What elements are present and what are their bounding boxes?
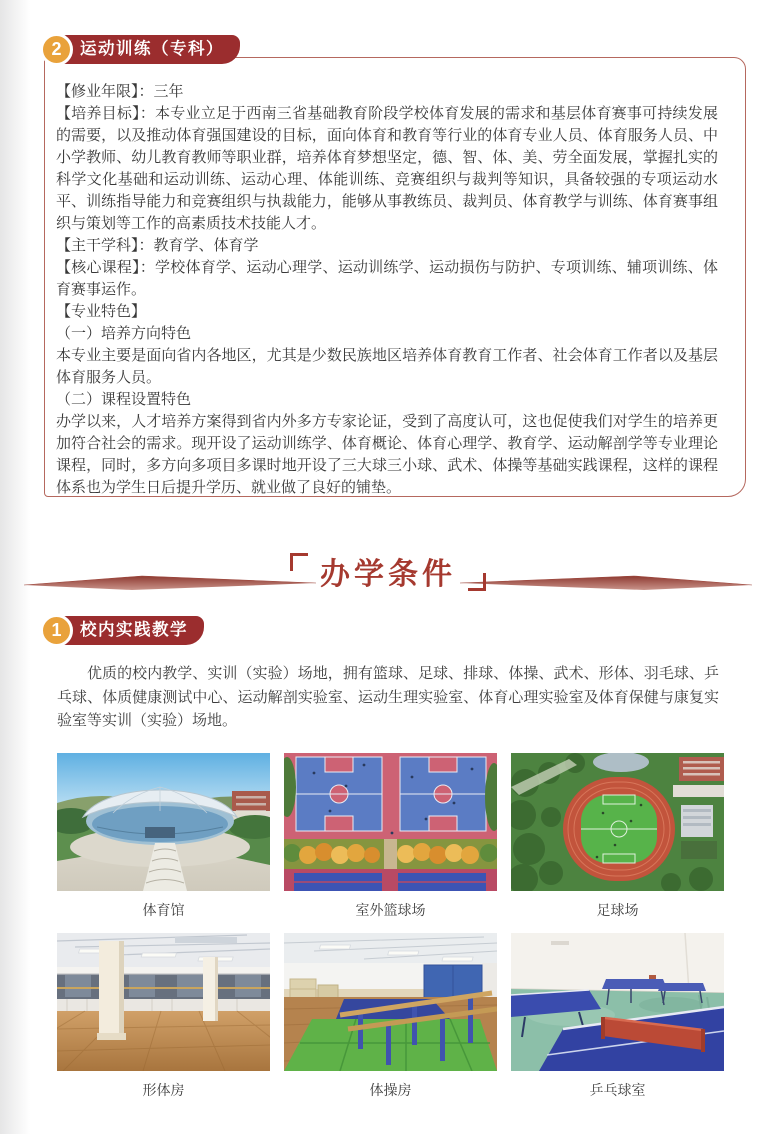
program-paragraph: （一）培养方向特色	[56, 325, 192, 342]
facilities-section-badge	[40, 614, 204, 647]
program-paragraph: 【培养目标】：本专业立足于西南三省基础教育阶段学校体育发展的需求和基层体育赛事可持续发展的需要，以及推动体育强国建设的目标，面向体育和教育等行业的体育专业人员、体育服务人员、中小学教师、幼儿教育教师等职业群，培养体育梦想坚定，德、智、体、美、劳全面发展，掌握扎实的科学文化基础和运动训练、运动心理、体能训练、竞赛组织与裁判等知识，具备较强的专项运动水平、训练指导能力和竞赛组织与执裁能力，能够从事教练员、裁判员、体育教学与训练、体育赛事组织与策划等工作的高素质技术技能人才。	[56, 105, 718, 232]
conditions-title: 办学条件	[320, 558, 456, 591]
facility-photo-grid	[57, 753, 725, 1100]
section-number-badge: 2	[40, 33, 73, 66]
program-paragraph: 【专业特色】	[56, 303, 147, 320]
program-paragraph: 办学以来，人才培养方案得到省内外多方专家论证，受到了高度认可，这也促使我们对学生的培养更加符合社会的需求。现开设了运动训练学、体育概论、体育心理学、教育学、运动解剖学等专业理论课程，同时，多方向多项目多课时地开设了三大球三小球、武术、体操等基础实践课程，这样的课程体系也为学生日后提升学历、就业做了良好的铺垫。	[56, 413, 718, 496]
basketball-courts-photo	[284, 753, 497, 891]
dance-studio-photo	[57, 933, 270, 1071]
program-paragraph: 【主干学科】：教育学、体育学	[56, 237, 259, 254]
photo-caption: 乒乓球室	[589, 1082, 646, 1098]
program-paragraph: 本专业主要是面向省内各地区，尤其是少数民族地区培养体育教育工作者、社会体育工作者以及基层体育服务人员。	[56, 347, 718, 386]
football-field-photo	[511, 753, 724, 891]
gymnastics-room-photo	[284, 933, 497, 1071]
facilities-title: 校内实践教学	[60, 616, 204, 645]
program-paragraph: （二）课程设置特色	[56, 391, 192, 408]
facilities-intro-text: 优质的校内教学、实训（实验）场地，拥有篮球、足球、排球、体操、武术、形体、羽毛球、乒乓球、体质健康测试中心、运动解剖实验室、运动生理实验室、体育心理实验室及体育保健与康复实验室等实训（实验）场地。	[57, 665, 719, 729]
facility-card-table-tennis-room	[511, 933, 724, 1100]
facility-card-gymnasium	[57, 753, 270, 920]
section-number-badge: 1	[40, 614, 73, 647]
facility-card-dance-studio	[57, 933, 270, 1100]
corner-bracket-right	[468, 573, 486, 591]
conditions-section-header	[0, 549, 776, 593]
facility-card-football-field	[511, 753, 724, 920]
facility-card-basketball-courts	[284, 753, 497, 920]
corner-bracket-left	[290, 553, 308, 571]
photo-caption: 体育馆	[142, 902, 185, 918]
program-section-badge	[40, 33, 240, 66]
facility-card-gymnastics-room	[284, 933, 497, 1100]
photo-caption: 室外篮球场	[355, 902, 426, 918]
table-tennis-room-photo	[511, 933, 724, 1071]
photo-caption: 形体房	[142, 1082, 185, 1098]
photo-caption: 体操房	[369, 1082, 412, 1098]
program-title: 运动训练（专科）	[60, 35, 240, 64]
program-description-box	[44, 57, 746, 497]
gymnasium-photo	[57, 753, 270, 891]
program-paragraph: 【修业年限】：三年	[56, 83, 184, 100]
program-paragraph: 【核心课程】：学校体育学、运动心理学、运动训练学、运动损伤与防护、专项训练、辅项训练、体育赛事运作。	[56, 259, 718, 298]
photo-caption: 足球场	[596, 902, 639, 918]
